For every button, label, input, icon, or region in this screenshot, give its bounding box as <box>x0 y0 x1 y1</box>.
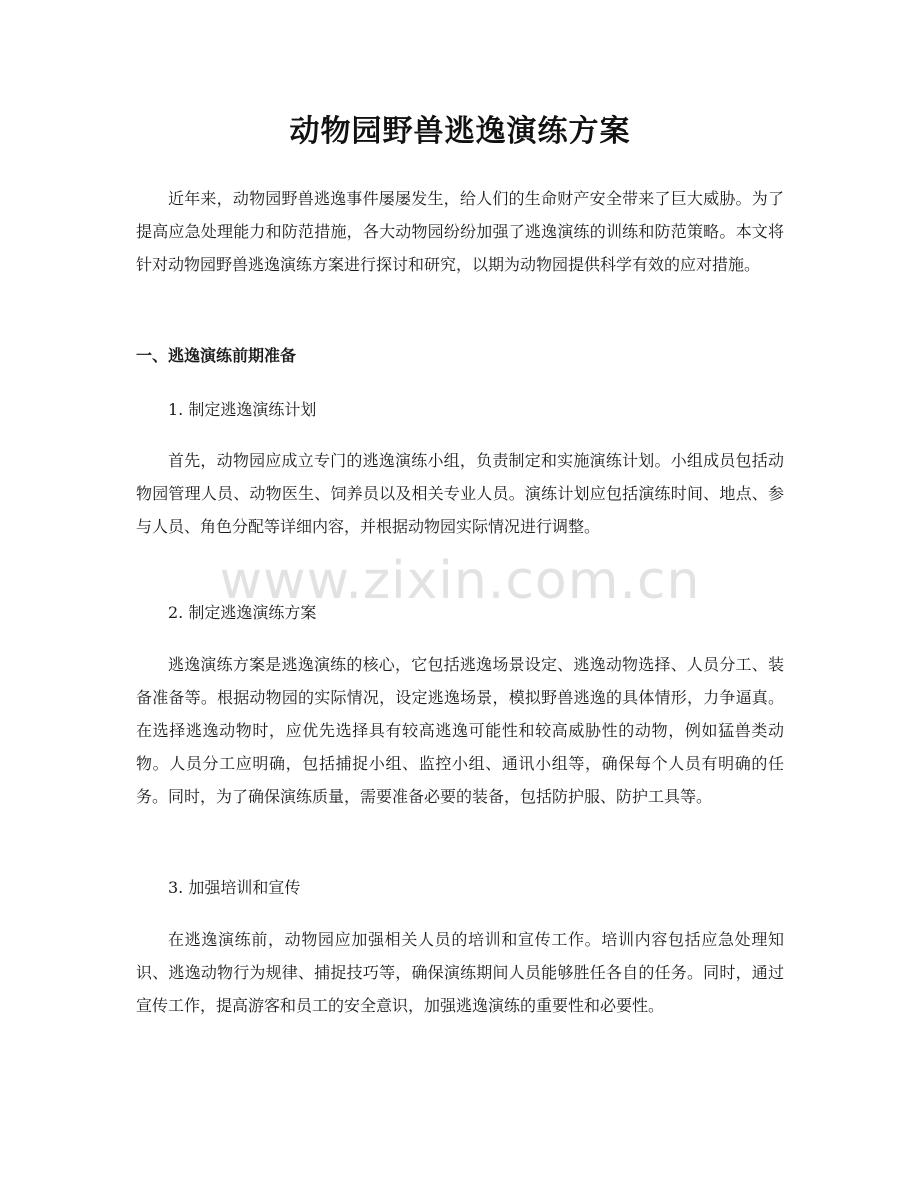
intro-paragraph: 近年来，动物园野兽逃逸事件屡屡发生，给人们的生命财产安全带来了巨大威胁。为了提高应急处理能力和防范措施，各大动物园纷纷加强了逃逸演练的训练和防范策略。本文将针对动物园野兽逃逸演练方案进行探讨和研究，以期为动物园提供科学有效的应对措施。 <box>136 189 784 274</box>
document-title: 动物园野兽逃逸演练方案 <box>289 114 631 149</box>
subheading-scheme: 2. 制定逃逸演练方案 <box>168 603 317 622</box>
subheading-training: 3. 加强培训和宣传 <box>168 878 301 897</box>
watermark-text: www.zixin.com.cn <box>219 551 701 611</box>
paragraph-plan: 首先，动物园应成立专门的逃逸演练小组，负责制定和实施演练计划。小组成员包括动物园管理人员、动物医生、饲养员以及相关专业人员。演练计划应包括演练时间、地点、参与人员、角色分配等详细内容，并根据动物园实际情况进行调整。 <box>136 451 784 536</box>
subheading-plan: 1. 制定逃逸演练计划 <box>168 400 317 419</box>
section-heading: 一、逃逸演练前期准备 <box>136 346 297 365</box>
paragraph-scheme: 逃逸演练方案是逃逸演练的核心，它包括逃逸场景设定、逃逸动物选择、人员分工、装备准备等。根据动物园的实际情况，设定逃逸场景，模拟野兽逃逸的具体情形，力争逼真。在选择逃逸动物时，应优先选择具有较高逃逸可能性和较高威胁性的动物，例如猛兽类动物。人员分工应明确，包括捕捉小组、监控小组、通讯小组等，确保每个人员有明确的任务。同时，为了确保演练质量，需要准备必要的装备，包括防护服、防护工具等。 <box>136 655 784 806</box>
paragraph-training: 在逃逸演练前，动物园应加强相关人员的培训和宣传工作。培训内容包括应急处理知识、逃逸动物行为规律、捕捉技巧等，确保演练期间人员能够胜任各自的任务。同时，通过宣传工作，提高游客和员工的安全意识，加强逃逸演练的重要性和必要性。 <box>136 930 784 1015</box>
